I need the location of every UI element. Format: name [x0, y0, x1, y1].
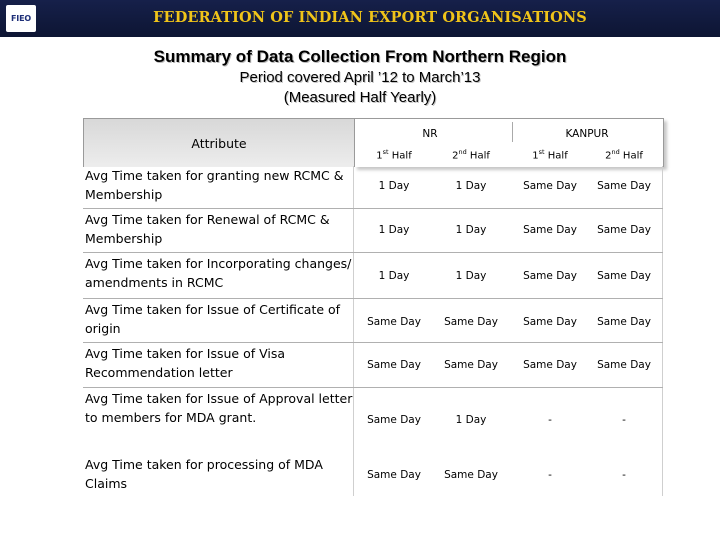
- table-cell: Same Day: [367, 316, 421, 328]
- organisation-title: FEDERATION OF INDIAN EXPORT ORGANISATIONS: [153, 9, 587, 26]
- attribute-header-cell: [83, 118, 354, 167]
- half-ordinal-suffix: st: [538, 148, 545, 156]
- half-header-4: [585, 148, 663, 161]
- table-cell: 1 Day: [455, 224, 487, 236]
- half-header-2: [432, 148, 510, 161]
- table-cell: 1 Day: [455, 414, 487, 426]
- table-cell: Same Day: [597, 270, 651, 282]
- table-cell: Same Day: [597, 359, 651, 371]
- row-divider: [83, 252, 663, 253]
- table-cell: 1 Day: [378, 180, 410, 192]
- header-bar: [0, 0, 720, 37]
- table-cell: -: [622, 414, 626, 426]
- table-cell: Same Day: [444, 469, 498, 481]
- row-label: Avg Time taken for Incorporating changes/ amendments in RCMC: [85, 256, 352, 290]
- half-number: 1: [376, 150, 383, 162]
- row-divider: [83, 298, 663, 299]
- table-cell: Same Day: [597, 180, 651, 192]
- half-number: 1: [532, 150, 539, 162]
- table-cell: Same Day: [523, 270, 577, 282]
- measurement-note: (Measured Half Yearly): [283, 89, 437, 106]
- table-cell: Same Day: [523, 224, 577, 236]
- table-cell: Same Day: [597, 224, 651, 236]
- half-ordinal-suffix: st: [382, 148, 389, 156]
- half-ordinal-suffix: nd: [611, 148, 620, 156]
- row-label: Avg Time taken for Issue of Visa Recommendation letter: [85, 346, 286, 380]
- half-number: 2: [452, 150, 459, 162]
- half-header-3: [511, 148, 589, 161]
- table-cell: 1 Day: [455, 270, 487, 282]
- half-word: Half: [388, 150, 412, 162]
- slide-title: Summary of Data Collection From Northern Region: [153, 47, 567, 66]
- table-cell: 1 Day: [378, 270, 410, 282]
- table-cell: -: [548, 469, 552, 481]
- table-cell: -: [548, 414, 552, 426]
- row-divider: [83, 208, 663, 209]
- half-word: Half: [544, 150, 568, 162]
- table-cell: Same Day: [367, 414, 421, 426]
- row-divider: [83, 387, 663, 388]
- table-cell: Same Day: [367, 359, 421, 371]
- row-divider: [83, 342, 663, 343]
- table-cell: Same Day: [523, 180, 577, 192]
- table-cell: 1 Day: [455, 180, 487, 192]
- group-header-kanpur: KANPUR: [565, 128, 609, 140]
- logo-text: FIEO: [11, 14, 31, 23]
- table-cell: Same Day: [444, 316, 498, 328]
- row-label: Avg Time taken for Renewal of RCMC & Membership: [85, 212, 330, 246]
- table-cell: Same Day: [523, 359, 577, 371]
- label-column-divider: [353, 166, 354, 496]
- group-header-nr: NR: [422, 128, 438, 140]
- period-subtitle: Period covered April ’12 to March’13: [239, 69, 481, 86]
- row-label: Avg Time taken for Issue of Certificate of origin: [85, 302, 341, 336]
- table-cell: Same Day: [523, 316, 577, 328]
- row-label: Avg Time taken for Issue of Approval letter to members for MDA grant.: [85, 391, 353, 425]
- table-cell: Same Day: [597, 316, 651, 328]
- half-word: Half: [466, 150, 490, 162]
- table-cell: 1 Day: [378, 224, 410, 236]
- row-label: Avg Time taken for processing of MDA Claims: [85, 457, 323, 491]
- half-number: 2: [605, 150, 612, 162]
- table-cell: Same Day: [444, 359, 498, 371]
- table-cell: Same Day: [367, 469, 421, 481]
- half-header-1: [355, 148, 433, 161]
- half-ordinal-suffix: nd: [458, 148, 467, 156]
- table-right-edge: [662, 166, 663, 496]
- table-cell: -: [622, 469, 626, 481]
- attribute-header-label: Attribute: [191, 135, 247, 151]
- row-label: Avg Time taken for granting new RCMC & Membership: [85, 168, 344, 202]
- half-word: Half: [619, 150, 643, 162]
